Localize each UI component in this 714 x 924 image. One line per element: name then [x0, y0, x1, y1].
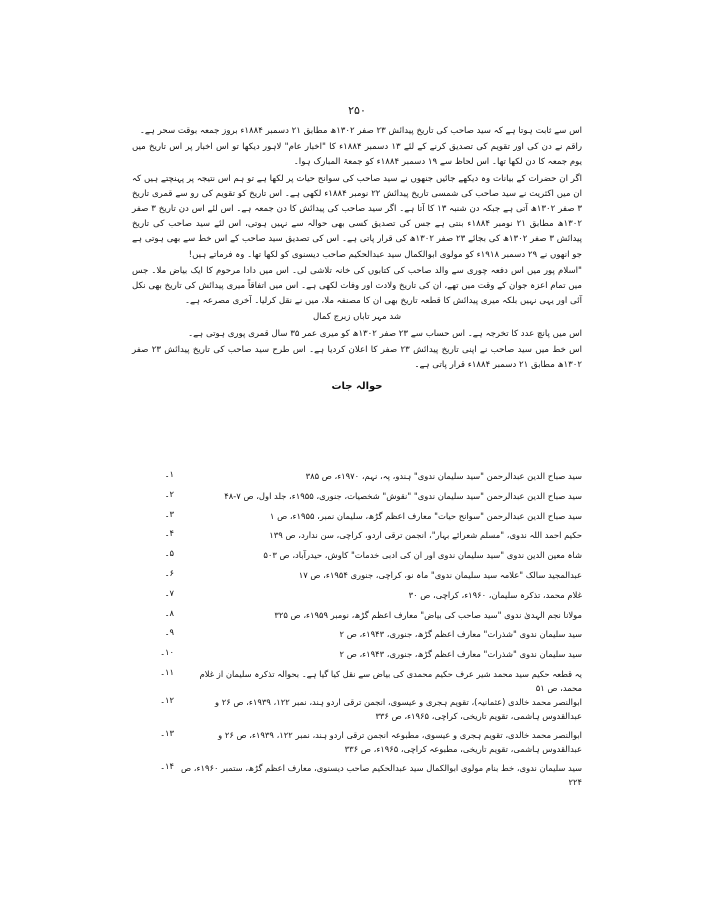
- reference-number: ۹۔: [164, 627, 174, 638]
- reference-item: [132, 548, 582, 568]
- reference-text: حکیم احمد اللہ ندوی، "مسلم شعرائے بہار"، انجمن ترقی اردو، کراچی، سن ندارد، ص ۱۳۹: [269, 530, 582, 541]
- body-text: [132, 124, 582, 398]
- reference-number: ۷۔: [164, 587, 174, 598]
- reference-text: سید صباح الدین عبدالرحمن "سوانح حیات" معارف اعظم گڑھ، سلیمان نمبر، ۱۹۵۵ء، ص ۱: [269, 510, 582, 521]
- reference-text: سید صباح الدین عبدالرحمن "سید سلیمان ندوی" "نقوش" شخصیات، جنوری، ۱۹۵۵ء، جلد اول، ص ۷-۴۸: [224, 490, 582, 501]
- reference-text: ابوالنصر محمد خالدی، تقویم ہجری و عیسوی، مطبوعہ انجمن ترقی اردو ہند، نمبر ۱۲۲، ۱۹۳۹ء، ص ۲۶ و عبدالقدوس ہاشمی، تقویم تاریخی، مطبوعہ کراچی، ۱۹۶۵ء، ص ۳۳۶: [218, 729, 582, 754]
- reference-item: [132, 489, 582, 509]
- reference-item: [132, 509, 582, 529]
- quoted-paragraph: "اسلام پور میں اس دفعہ چوری سے والد صاحب کی کتابوں کی خانہ تلاشی لی۔ اس میں دادا مرحوم کا ایک بیاض ملا۔ جس میں تمام اعزہ جوان کے وقت میں تھے، ان کی تاریخ ولادت اور وفات لکھی ہے۔ اس میں اتفاقاً میری پیدائش کی تاریخ بھی نکل آئی اور یہی نہیں بلکہ میری پیدائش کا قطعہ تاریخ بھی ان کا مصنفہ ملا، میں نے نقل کرلیا۔ آخری مصرعہ ہے۔: [132, 265, 582, 307]
- reference-text: مولانا نجم الہدیٰ ندوی "سید صاحب کی بیاض" معارف اعظم گڑھ، نومبر ۱۹۵۹ء، ص ۳۲۵: [274, 609, 582, 620]
- paragraph: راقم نے دن کی اور تقویم کی تصدیق کرنے کے لئے ۱۳ دسمبر ۱۸۸۴ء کا "اخبار عام" لاہور دیکھا تو اس اخبار پر اس تاریخ میں یوم جمعہ کا دن لکھا تھا۔ اس لحاظ سے ۱۹ دسمبر ۱۸۸۴ء کو جمعۃ المبارک ہوا۔: [132, 142, 582, 168]
- reference-item: [132, 761, 582, 789]
- paragraph: اگر ان حضرات کے بیانات وہ دیکھے جائیں جنھوں نے سید صاحب کی سوانح حیات پر لکھا ہے تو ہم اس نتیجہ پر پہنچتے ہیں کہ ان میں اکثریت نے سید صاحب کی شمسی تاریخ پیدائش ۲۲ نومبر ۱۸۸۴ء لکھی ہے۔ اس تاریخ کو تقویم کی رو سے قمری تاریخ ۳ صفر ۱۳۰۲ھ آتی ہے جبکہ دن شنبہ ۱۳ کا آتا ہے۔ اگر سید صاحب کی پیدائش کا دن جمعہ ہے۔ اس لئے اس دن تاریخ ۳ صفر ۱۳۰۲ھ مطابق ۲۱ نومبر ۱۸۸۴ء بنتی ہے جس کی تصدیق کسی بھی حوالہ سے نہیں ہوتی، اس لئے سید صاحب کی تاریخ پیدائش ۳ صفر ۱۳۰۲ھ کی بجائے ۲۳ صفر ۱۳۰۲ھ کی قرار پاتی ہے۔ اس کی تصدیق سید صاحب کے اس خط سے بھی ہوتی ہے جو انھوں نے ۲۹ دسمبر ۱۹۱۸ء کو مولوی ابوالکمال سید عبدالحکیم صاحب دیسنوی کو لکھا تھا۔ وہ فرماتے ہیں!: [132, 173, 583, 260]
- reference-number: ۱۴۔: [160, 760, 174, 771]
- reference-text: یہ قطعہ حکیم سید محمد شیر عرف حکیم محمدی کی بیاض سے نقل کیا گیا ہے۔ بحوالہ تذکرہ سلیمان از غلام محمد، ص ۵۱: [199, 668, 582, 693]
- reference-text: شاہ معین الدین ندوی "سید سلیمان ندوی اور ان کی ادبی خدمات" کاوش، حیدرآباد، ص ۵۰۳: [263, 550, 582, 561]
- paragraph: اس میں پانچ عدد کا تخرجہ ہے۔ اس حساب سے ۲۳ صفر ۱۳۰۲ھ کو میری عمر ۳۵ سال قمری پوری ہوتی ہے۔: [188, 328, 582, 339]
- reference-item: [132, 588, 582, 608]
- reference-number: ۵۔: [164, 548, 174, 559]
- reference-item: [132, 528, 582, 548]
- reference-number: ۲۔: [164, 488, 174, 499]
- verse-line: شد مہر تاباں زبرج کمال: [312, 312, 402, 323]
- reference-item: [132, 667, 582, 695]
- paragraph: اس سے ثابت ہوتا ہے کہ سید صاحب کی تاریخ پیدائش ۲۳ صفر ۱۳۰۲ھ مطابق ۲۱ دسمبر ۱۸۸۴ء بروز جمعہ بوقت سحر ہے۔: [139, 126, 582, 136]
- reference-number: ۱۱۔: [160, 666, 174, 677]
- reference-number: ۱۳۔: [160, 727, 174, 738]
- reference-item: [132, 728, 582, 761]
- references-list: [132, 469, 582, 789]
- reference-text: سید سلیمان ندوی "شذرات" معارف اعظم گڑھ، جنوری، ۱۹۴۳ء، ص ۲: [339, 649, 582, 660]
- reference-text: سید سلیمان ندوی، خط بنام مولوی ابوالکمال سید عبدالحکیم صاحب دیسنوی، معارف اعظم گڑھ، ستمبر ۱۹۶۰ء، ص ۲۲۴: [181, 762, 582, 787]
- reference-number: ۸۔: [164, 607, 174, 618]
- reference-text: سید صباح الدین عبدالرحمن "سید سلیمان ندوی" ہندو، پہ، نہم، ۱۹۷۰ء، ص ۳۸۵: [305, 471, 582, 481]
- reference-number: ۱۔: [164, 469, 174, 479]
- reference-text: غلام محمد، تذکرہ سلیمان، ۱۹۶۰ء، کراچی، ص ۳۰: [408, 589, 582, 600]
- page-number: ۲۵۰: [348, 104, 366, 117]
- reference-number: ۴۔: [164, 528, 174, 539]
- reference-item: [132, 608, 582, 628]
- reference-text: سید سلیمان ندوی "شذرات" معارف اعظم گڑھ، جنوری، ۱۹۴۳ء، ص ۲: [339, 629, 582, 640]
- references-heading: حوالہ جات: [331, 381, 383, 393]
- reference-number: ۶۔: [164, 567, 174, 578]
- reference-text: ابوالنصر محمد خالدی (عثمانیہ)، تقویم ہجری و عیسوی، انجمن ترقی اردو ہند، نمبر ۱۲۲، ۱۹۳۹ء، ص ۲۶ و عبدالقدوس ہاشمی، تقویم تاریخی، کراچی، ۱۹۶۵ء، ص ۳۳۶: [215, 696, 582, 721]
- reference-text: عبدالمجید سالک "علامہ سید سلیمان ندوی" ماہ نو، کراچی، جنوری ۱۹۵۴ء، ص ۱۷: [298, 569, 582, 580]
- reference-item: [132, 469, 582, 489]
- reference-item: [132, 627, 582, 647]
- reference-number: ۳۔: [164, 508, 174, 519]
- reference-number: ۱۰۔: [160, 647, 174, 658]
- reference-item: [132, 568, 582, 588]
- reference-item: [132, 695, 582, 728]
- paragraph: اس خط میں سید صاحب نے اپنی تاریخ پیدائش ۲۳ صفر کا اعلان کردیا ہے۔ اس طرح سید صاحب کی تاریخ پیدائش ۲۳ صفر ۱۳۰۲ھ مطابق ۲۱ دسمبر ۱۸۸۴ء قرار پاتی ہے۔: [132, 344, 583, 371]
- reference-number: ۱۲۔: [160, 694, 174, 705]
- reference-item: [132, 647, 582, 667]
